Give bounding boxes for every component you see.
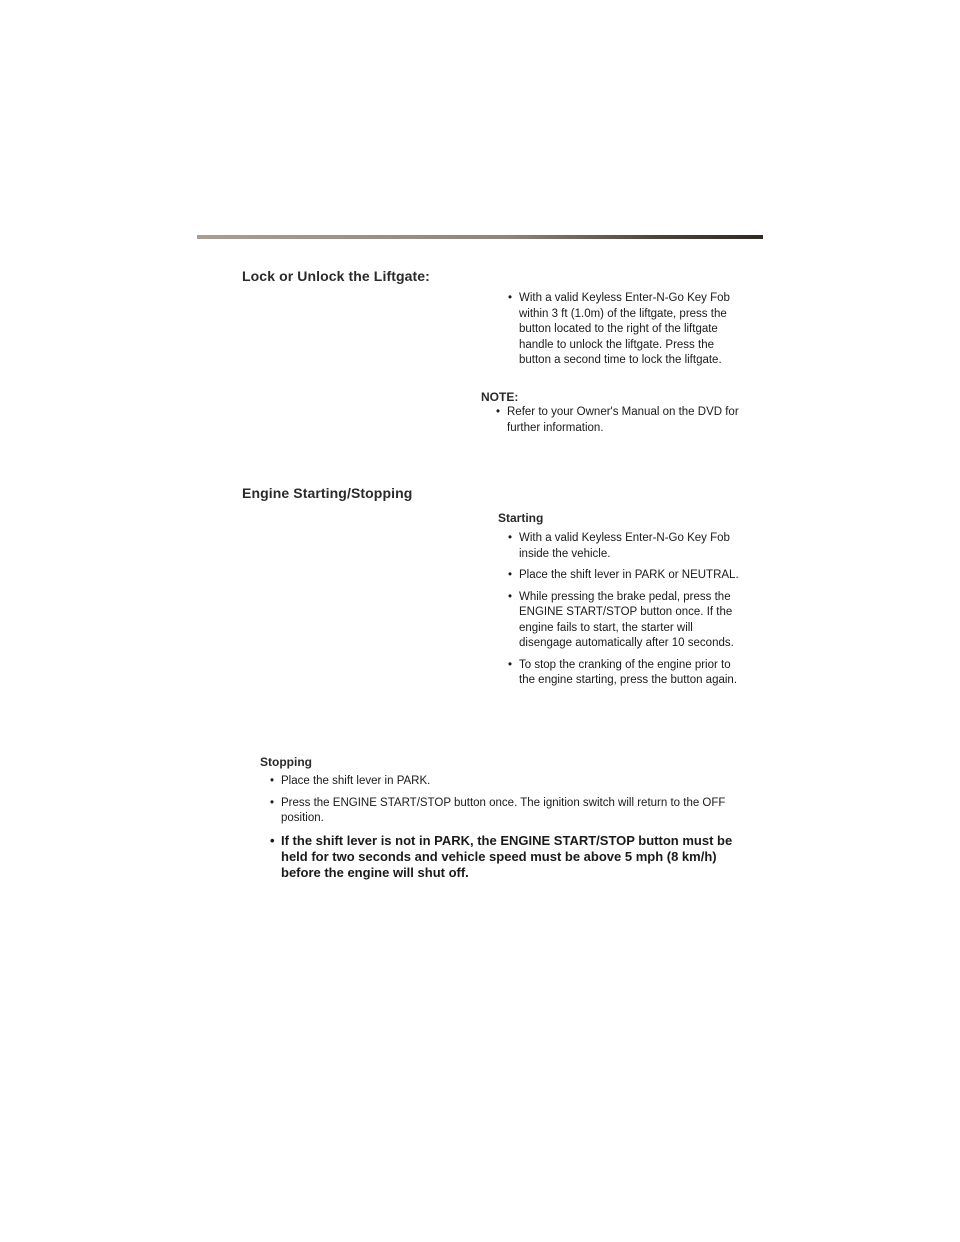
stopping-bullet-list <box>255 774 755 887</box>
starting-bullet-list <box>493 531 743 695</box>
stopping-bullet-2: • Press the ENGINE START/STOP button once. The ignition switch will return to the OFF position. <box>255 796 755 827</box>
liftgate-bullet-1: • With a valid Keyless Enter-N-Go Key Fob within 3 ft (1.0m) of the liftgate, press the button located to the right of the liftgate handle to unlock the liftgate. Press the button a second time to lock the liftgate. <box>493 291 743 369</box>
engine-heading: Engine Starting/Stopping <box>242 485 413 501</box>
liftgate-heading: Lock or Unlock the Liftgate: <box>242 268 430 284</box>
note-label: NOTE: <box>481 390 519 404</box>
note-bullet-1: • Refer to your Owner's Manual on the DVD for further information. <box>481 405 747 436</box>
starting-bullet-2: • Place the shift lever in PARK or NEUTRAL. <box>493 568 743 584</box>
starting-label: Starting <box>498 511 544 525</box>
starting-bullet-3: • While pressing the brake pedal, press the ENGINE START/STOP button once. If the engine fails to start, the starter will disengage automatically after 10 seconds. <box>493 590 743 652</box>
stopping-label: Stopping <box>260 755 312 769</box>
starting-bullet-1: • With a valid Keyless Enter-N-Go Key Fob inside the vehicle. <box>493 531 743 562</box>
header-rule <box>197 235 763 239</box>
starting-bullet-4: • To stop the cranking of the engine prior to the engine starting, press the button again. <box>493 658 743 689</box>
note-bullet-list <box>481 405 747 442</box>
stopping-bullet-1: • Place the shift lever in PARK. <box>255 774 755 790</box>
liftgate-bullet-list <box>493 291 743 375</box>
stopping-warning: • If the shift lever is not in PARK, the ENGINE START/STOP button must be held for two seconds and vehicle speed must be above 5 mph (8 km/h) before the engine will shut off. <box>255 833 755 881</box>
